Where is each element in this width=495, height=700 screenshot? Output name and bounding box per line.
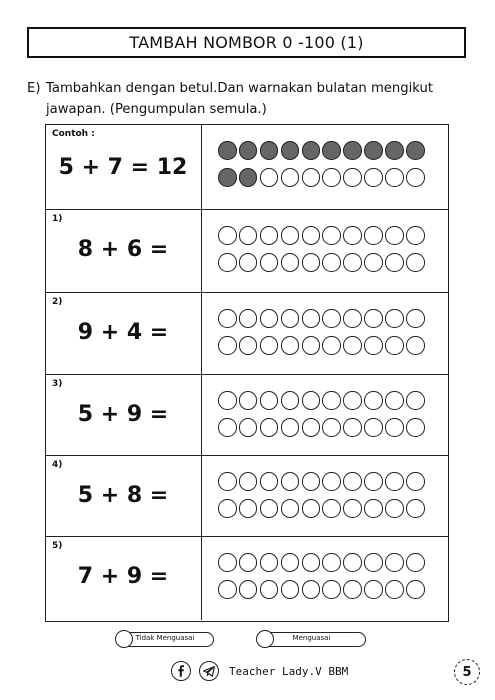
counting-circles	[218, 210, 444, 292]
empty-circle[interactable]	[260, 553, 279, 572]
empty-circle[interactable]	[260, 580, 279, 599]
circle-row	[218, 472, 425, 491]
empty-circle[interactable]	[364, 418, 383, 437]
empty-circle[interactable]	[322, 391, 341, 410]
empty-circle[interactable]	[322, 472, 341, 491]
empty-circle[interactable]	[385, 391, 404, 410]
empty-circle[interactable]	[239, 580, 258, 599]
exercise-row	[46, 209, 448, 292]
empty-circle[interactable]	[218, 499, 237, 518]
filled-circle	[239, 141, 258, 160]
equation-cell	[46, 456, 202, 536]
empty-circle[interactable]	[302, 472, 321, 491]
empty-circle[interactable]	[302, 418, 321, 437]
counting-circles	[218, 293, 444, 374]
question-number: 4)	[52, 460, 63, 470]
empty-circle[interactable]	[343, 309, 362, 328]
filled-circle	[322, 141, 341, 160]
counting-circles	[218, 375, 444, 455]
empty-circle[interactable]	[218, 226, 237, 245]
empty-circle[interactable]	[281, 309, 300, 328]
equation-cell	[46, 537, 202, 620]
empty-circle[interactable]	[364, 336, 383, 355]
empty-circle[interactable]	[302, 226, 321, 245]
circle-row	[218, 580, 425, 599]
empty-circle[interactable]	[239, 226, 258, 245]
empty-circle[interactable]	[239, 336, 258, 355]
empty-circle[interactable]	[364, 253, 383, 272]
counting-circles	[218, 456, 444, 536]
empty-circle[interactable]	[302, 580, 321, 599]
empty-circle[interactable]	[385, 226, 404, 245]
empty-circle[interactable]	[343, 499, 362, 518]
empty-circle[interactable]	[343, 253, 362, 272]
empty-circle[interactable]	[406, 472, 425, 491]
facebook-icon	[171, 661, 191, 681]
footer	[171, 661, 348, 681]
empty-circle[interactable]	[218, 253, 237, 272]
empty-circle[interactable]	[343, 553, 362, 572]
counting-circles	[218, 125, 444, 209]
empty-circle[interactable]	[218, 309, 237, 328]
circle-row	[218, 253, 425, 272]
telegram-icon	[199, 661, 219, 681]
empty-circle	[406, 168, 425, 187]
empty-circle	[385, 168, 404, 187]
equation[interactable]: 9 + 4 =	[77, 320, 169, 345]
empty-circle[interactable]	[260, 499, 279, 518]
author-credit: Teacher Lady.V BBM	[229, 664, 349, 678]
empty-circle[interactable]	[218, 553, 237, 572]
equation-cell	[46, 125, 202, 209]
empty-circle[interactable]	[239, 472, 258, 491]
empty-circle[interactable]	[343, 418, 362, 437]
equation[interactable]: 8 + 6 =	[77, 237, 169, 262]
empty-circle[interactable]	[364, 309, 383, 328]
empty-circle[interactable]	[322, 226, 341, 245]
question-number: 1)	[52, 214, 63, 224]
not-mastered-option[interactable]	[116, 632, 214, 647]
empty-circle[interactable]	[364, 499, 383, 518]
exercise-row	[46, 374, 448, 455]
equation[interactable]: 5 + 9 =	[77, 402, 169, 427]
empty-circle[interactable]	[281, 226, 300, 245]
empty-circle[interactable]	[281, 418, 300, 437]
empty-circle[interactable]	[343, 226, 362, 245]
empty-circle[interactable]	[239, 553, 258, 572]
empty-circle[interactable]	[406, 391, 425, 410]
empty-circle[interactable]	[406, 309, 425, 328]
empty-circle	[302, 168, 321, 187]
empty-circle[interactable]	[218, 391, 237, 410]
empty-circle[interactable]	[343, 472, 362, 491]
empty-circle[interactable]	[406, 418, 425, 437]
page-title: TAMBAH NOMBOR 0 -100 (1)	[27, 27, 466, 58]
empty-circle[interactable]	[281, 553, 300, 572]
empty-circle	[281, 168, 300, 187]
empty-circle[interactable]	[385, 553, 404, 572]
empty-circle[interactable]	[260, 226, 279, 245]
circle-row	[218, 391, 425, 410]
empty-circle[interactable]	[239, 309, 258, 328]
filled-circle	[343, 141, 362, 160]
empty-circle[interactable]	[385, 336, 404, 355]
empty-circle[interactable]	[218, 472, 237, 491]
empty-circle[interactable]	[322, 580, 341, 599]
instruction-label: E)	[27, 81, 41, 96]
empty-circle[interactable]	[322, 553, 341, 572]
filled-circle	[406, 141, 425, 160]
filled-circle	[385, 141, 404, 160]
circle-row	[218, 336, 425, 355]
filled-circle	[364, 141, 383, 160]
empty-circle[interactable]	[406, 336, 425, 355]
empty-circle[interactable]	[322, 309, 341, 328]
equation[interactable]: 7 + 9 =	[77, 564, 169, 589]
circle-row	[218, 553, 425, 572]
equation-cell	[46, 293, 202, 374]
equation[interactable]: 5 + 8 =	[77, 483, 169, 508]
empty-circle[interactable]	[385, 309, 404, 328]
circle-row	[218, 168, 425, 187]
empty-circle	[322, 168, 341, 187]
empty-circle[interactable]	[260, 418, 279, 437]
empty-circle[interactable]	[406, 580, 425, 599]
empty-circle[interactable]	[322, 499, 341, 518]
filled-circle	[239, 168, 258, 187]
empty-circle[interactable]	[343, 391, 362, 410]
empty-circle[interactable]	[385, 472, 404, 491]
equation-cell	[46, 210, 202, 292]
exercise-row	[46, 536, 448, 620]
question-number: 5)	[52, 541, 63, 551]
empty-circle[interactable]	[239, 418, 258, 437]
filled-circle	[281, 141, 300, 160]
empty-circle[interactable]	[281, 391, 300, 410]
empty-circle[interactable]	[343, 336, 362, 355]
empty-circle[interactable]	[385, 418, 404, 437]
equation: 5 + 7 = 12	[58, 155, 188, 180]
mastered-option[interactable]	[257, 632, 366, 647]
empty-circle[interactable]	[302, 499, 321, 518]
equation-cell	[46, 375, 202, 455]
empty-circle[interactable]	[364, 472, 383, 491]
filled-circle	[218, 168, 237, 187]
instruction-line-2: jawapan. (Pengumpulan semula.)	[46, 102, 267, 117]
empty-circle[interactable]	[218, 580, 237, 599]
empty-circle[interactable]	[302, 391, 321, 410]
empty-circle[interactable]	[281, 472, 300, 491]
empty-circle[interactable]	[385, 580, 404, 599]
empty-circle[interactable]	[218, 418, 237, 437]
page-number: 5	[454, 659, 480, 685]
filled-circle	[218, 141, 237, 160]
instruction	[27, 78, 477, 120]
empty-circle[interactable]	[239, 391, 258, 410]
empty-circle[interactable]	[302, 336, 321, 355]
empty-circle[interactable]	[364, 226, 383, 245]
filled-circle	[260, 141, 279, 160]
empty-circle[interactable]	[322, 336, 341, 355]
empty-circle[interactable]	[364, 553, 383, 572]
circle-row	[218, 309, 425, 328]
empty-circle[interactable]	[260, 336, 279, 355]
empty-circle[interactable]	[218, 336, 237, 355]
empty-circle[interactable]	[322, 418, 341, 437]
question-number: Contoh :	[52, 129, 95, 139]
exercise-row	[46, 455, 448, 536]
circle-row	[218, 226, 425, 245]
filled-circle	[302, 141, 321, 160]
question-number: 2)	[52, 297, 63, 307]
empty-circle[interactable]	[239, 253, 258, 272]
mastered-label: Menguasai	[292, 634, 331, 642]
circle-row	[218, 141, 425, 160]
empty-circle[interactable]	[281, 336, 300, 355]
empty-circle[interactable]	[302, 309, 321, 328]
instruction-line-1: Tambahkan dengan betul.Dan warnakan bulatan mengikut	[46, 81, 434, 96]
empty-circle	[364, 168, 383, 187]
counting-circles	[218, 537, 444, 620]
circle-row	[218, 418, 425, 437]
empty-circle[interactable]	[302, 553, 321, 572]
empty-circle[interactable]	[385, 499, 404, 518]
empty-circle[interactable]	[343, 580, 362, 599]
empty-circle[interactable]	[406, 253, 425, 272]
empty-circle	[260, 168, 279, 187]
empty-circle[interactable]	[260, 309, 279, 328]
question-number: 3)	[52, 379, 63, 389]
exercise-table	[45, 124, 449, 622]
empty-circle[interactable]	[385, 253, 404, 272]
empty-circle[interactable]	[364, 580, 383, 599]
empty-circle[interactable]	[260, 472, 279, 491]
empty-circle[interactable]	[239, 499, 258, 518]
empty-circle[interactable]	[302, 253, 321, 272]
exercise-row	[46, 292, 448, 374]
empty-circle[interactable]	[322, 253, 341, 272]
circle-row	[218, 499, 425, 518]
not-mastered-label: Tidak Menguasai	[135, 634, 195, 642]
empty-circle[interactable]	[406, 553, 425, 572]
empty-circle[interactable]	[281, 253, 300, 272]
empty-circle[interactable]	[406, 499, 425, 518]
example-row	[46, 125, 448, 209]
empty-circle[interactable]	[281, 499, 300, 518]
empty-circle[interactable]	[260, 253, 279, 272]
empty-circle[interactable]	[281, 580, 300, 599]
empty-circle	[343, 168, 362, 187]
empty-circle[interactable]	[364, 391, 383, 410]
empty-circle[interactable]	[260, 391, 279, 410]
empty-circle[interactable]	[406, 226, 425, 245]
